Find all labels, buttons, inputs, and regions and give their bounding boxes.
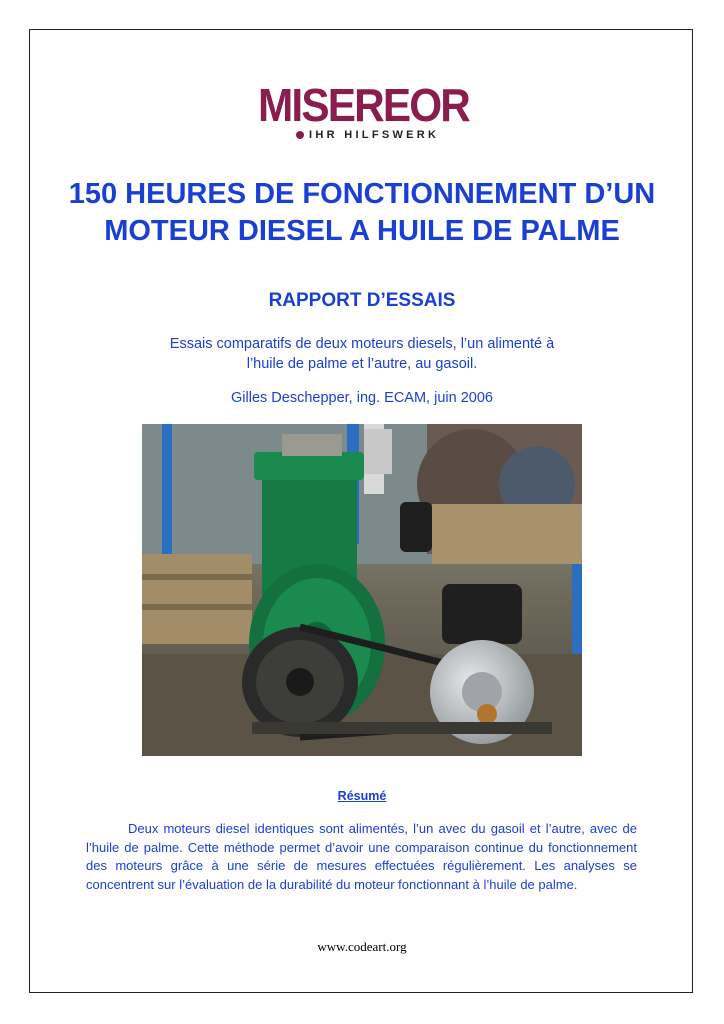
logo-dot-icon: [296, 131, 304, 139]
footer-url: www.codeart.org: [317, 939, 407, 954]
logo-wordmark: MISEREOR: [258, 79, 470, 131]
logo-tagline: IHR HILFSWERK: [309, 129, 440, 141]
document-description: Essais comparatifs de deux moteurs diesels, l’un alimenté à l’huile de palme et l’autre, au gasoil.: [169, 336, 555, 372]
document-author: Gilles Deschepper, ing. ECAM, juin 2006: [231, 390, 493, 406]
document-subtitle: RAPPORT D’ESSAIS: [268, 290, 456, 311]
resume-heading: Résumé: [337, 789, 387, 803]
document-title: 150 HEURES DE FONCTIONNEMENT D’UN MOTEUR DIESEL A HUILE DE PALME: [68, 178, 656, 247]
misereor-logo: [258, 79, 470, 142]
resume-body: Deux moteurs diesel identiques sont alimentés, l’un avec du gasoil et l’autre, avec de l’huile de palme. Cette méthode permet d’avoir une comparaison continue du fonctionnement des moteurs grâce à une série de mesures effectuées régulièrement. Les analyses se concentrent sur l’évaluation de la durabilité du moteur fonctionnant à l’huile de palme.: [86, 821, 637, 892]
engine-photo: [142, 424, 582, 756]
